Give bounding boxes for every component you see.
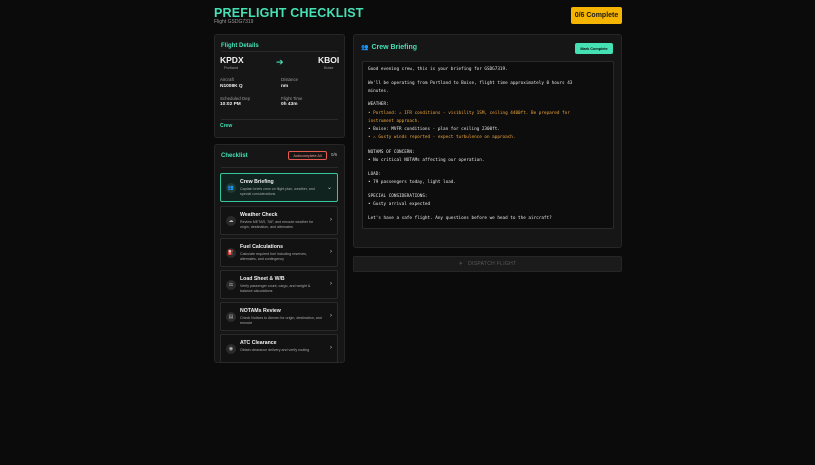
cloud-icon: ☁ <box>226 216 236 226</box>
dispatch-label: DISPATCH FLIGHT <box>468 261 517 267</box>
briefing-line: Good evening crew, this is your briefing for GSDG7319. <box>368 67 508 72</box>
briefing-line: • No critical NOTAMs affecting our operation. <box>368 158 485 163</box>
flight-details-title: Flight Details <box>221 43 259 49</box>
flight-number: Flight GSDG7319 <box>214 19 254 25</box>
divider <box>221 167 338 168</box>
briefing-line: Let's have a safe flight. Any questions before we head to the aircraft? <box>368 216 552 221</box>
distance-label: Distance <box>281 77 299 82</box>
radio-icon: ◉ <box>226 344 236 354</box>
briefing-line: LOAD: <box>368 172 381 177</box>
users-icon: 👥 <box>361 45 369 51</box>
checklist-item-notams-review[interactable] <box>220 302 338 331</box>
item-title: Load Sheet & W/B <box>240 276 285 282</box>
origin-code: KPDX <box>220 55 244 65</box>
arrow-right-icon: ➔ <box>276 57 284 67</box>
progress-badge[interactable]: 0/6 Complete <box>571 7 622 24</box>
item-title: NOTAMs Review <box>240 308 281 314</box>
destination-city: Boise <box>324 66 334 70</box>
checklist-item-load-sheet[interactable] <box>220 270 338 299</box>
item-desc: Verify passenger count, cargo, and weight & balance calculations <box>240 284 311 293</box>
briefing-line: SPECIAL CONSIDERATIONS: <box>368 194 428 199</box>
briefing-title: Crew Briefing <box>371 44 417 51</box>
item-title: ATC Clearance <box>240 340 277 346</box>
aircraft-value: N1008K Q <box>220 84 243 89</box>
item-title: Weather Check <box>240 212 278 218</box>
item-desc: Calculate required fuel including reserves, alternates, and contingency <box>240 252 307 261</box>
divider <box>221 119 338 120</box>
chevron-right-icon: › <box>330 281 332 287</box>
briefing-line: • Boise: MVFR conditions - plan for ceiling 2300ft. <box>368 127 500 132</box>
plane-icon: ✈ <box>458 261 464 267</box>
fuel-icon: ⛽ <box>227 250 235 256</box>
origin-city: Portland <box>224 66 239 70</box>
briefing-line: minutes. <box>368 89 389 94</box>
divider <box>221 51 338 52</box>
checklist-title: Checklist <box>221 153 248 159</box>
sched-dep-value: 10:02 PM <box>220 102 241 107</box>
sched-dep-label: Scheduled Dep <box>220 96 251 101</box>
chevron-right-icon: › <box>330 313 332 319</box>
users-icon: 👥 <box>227 185 235 191</box>
item-desc: Obtain clearance delivery and verify routing <box>240 348 310 352</box>
checklist-item-atc-clearance[interactable] <box>220 334 338 363</box>
chevron-right-icon: › <box>330 345 332 351</box>
mark-complete-button[interactable]: Mark Complete <box>575 43 613 54</box>
chevron-right-icon: › <box>330 249 332 255</box>
briefing-line: NOTAMS OF CONCERN: <box>368 150 415 155</box>
chevron-down-icon: ⌄ <box>326 185 332 191</box>
checklist-item-weather-check[interactable] <box>220 206 338 235</box>
briefing-line-warning: instrument approach. <box>368 119 420 124</box>
briefing-line: WEATHER: <box>368 102 389 107</box>
chevron-right-icon: › <box>330 217 332 223</box>
item-desc: Captain briefs crew on flight plan, weather, and special considerations <box>240 187 315 196</box>
checklist-count: 0/6 <box>331 152 338 157</box>
item-desc: Check Notices to Airmen for origin, destination, and enroute <box>240 316 322 325</box>
dispatch-flight-button[interactable] <box>353 256 622 272</box>
scale-icon: ⚖ <box>226 280 236 290</box>
item-title: Fuel Calculations <box>240 244 283 250</box>
autocomplete-all-button[interactable]: Autocomplete All <box>288 151 327 160</box>
flight-time-label: Flight Time <box>281 96 303 101</box>
flight-time-value: 0h 43m <box>281 102 298 107</box>
destination-code: KBOI <box>318 55 340 65</box>
item-desc: Review METAR, TAF, and enroute weather for origin, destination, and alternates <box>240 220 314 229</box>
distance-value: nm <box>281 84 289 89</box>
briefing-line: • 79 passengers today, light load. <box>368 180 456 185</box>
briefing-header <box>361 44 417 51</box>
crew-label[interactable]: Crew <box>220 123 233 129</box>
briefing-line: We'll be operating from Portland to Boise, flight time approximately 0 hours 43 <box>368 81 573 86</box>
checklist-item-crew-briefing[interactable] <box>220 173 338 202</box>
briefing-line-warning: • ⚠ Gusty winds reported - expect turbulence on approach. <box>368 135 516 140</box>
briefing-line: • Gusty arrival expected <box>368 202 431 207</box>
checklist-item-fuel-calculations[interactable] <box>220 238 338 267</box>
item-title: Crew Briefing <box>240 179 274 185</box>
briefing-line-warning: • Portland: ⚠ IFR conditions - visibility 1SM, ceiling 4400ft. Be prepared for <box>368 111 570 116</box>
aircraft-label: Aircraft <box>220 77 234 82</box>
page-title: PREFLIGHT CHECKLIST <box>214 6 364 20</box>
document-icon: ▤ <box>226 312 236 322</box>
